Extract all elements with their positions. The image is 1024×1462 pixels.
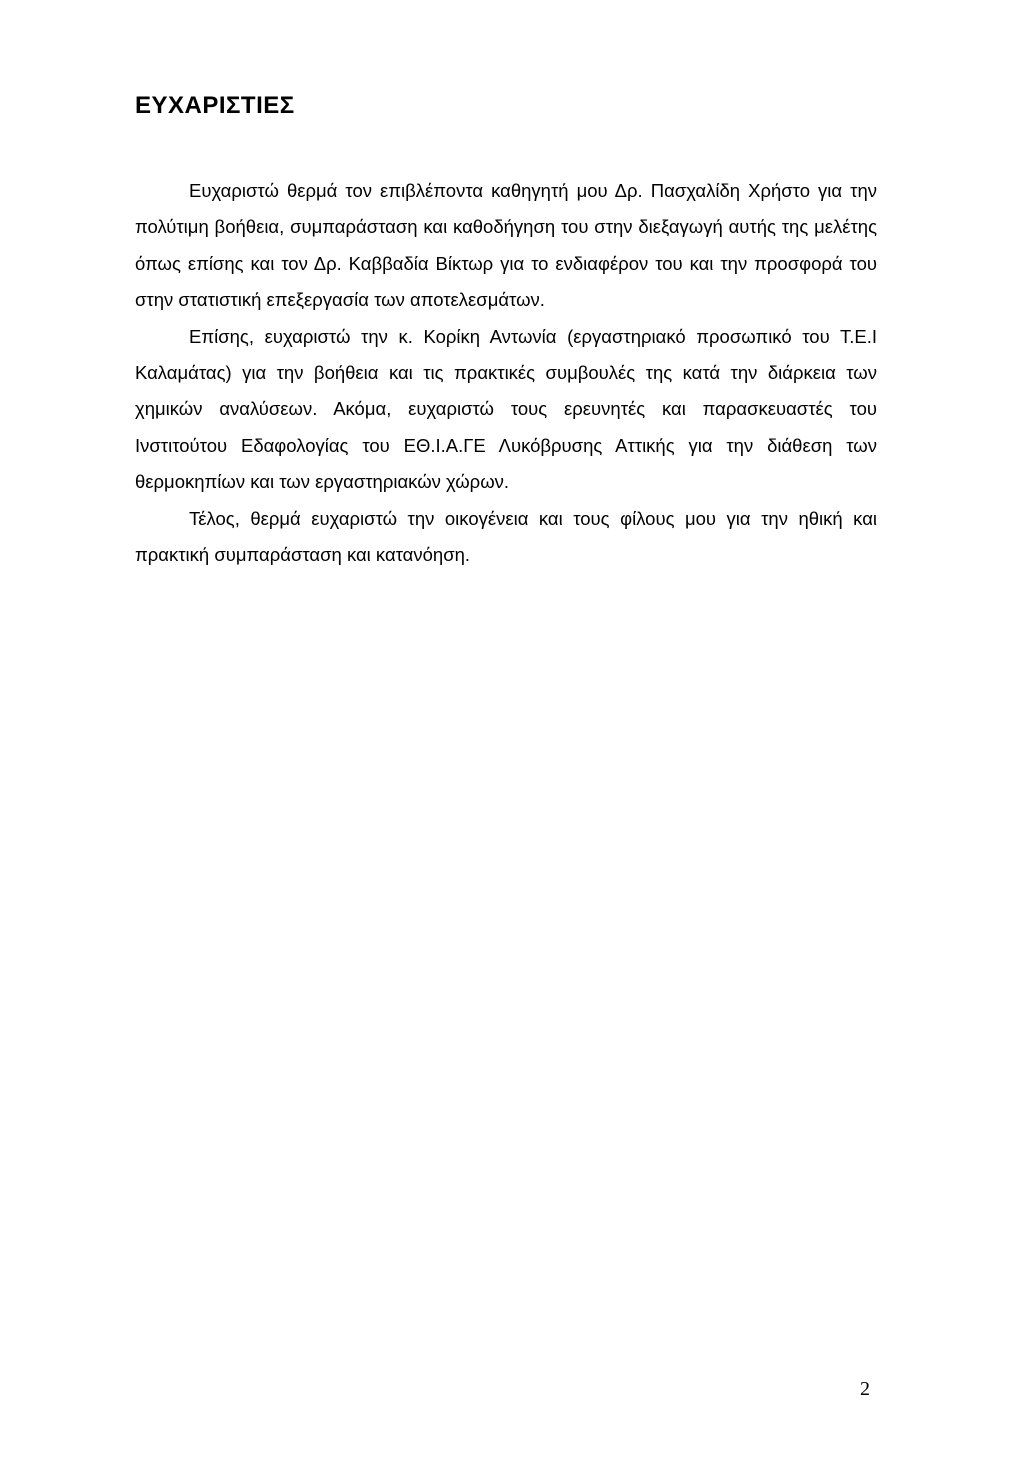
page-number: 2 [860,1378,870,1400]
paragraph-advisor-thanks: Ευχαριστώ θερμά τον επιβλέποντα καθηγητή μου Δρ. Πασχαλίδη Χρήστο για την πολύτιμη βοήθεια, συμπαράσταση και καθοδήγηση του στην διεξαγωγή αυτής της μελέτης όπως επίσης και τον Δρ. Καββαδία Βίκτωρ για το ενδιαφέρον του και την προσφορά του στην στατιστική επεξεργασία των αποτελεσμάτων. [135,180,877,311]
acknowledgements-body [135,173,877,573]
paragraph-lab-thanks: Επίσης, ευχαριστώ την κ. Κορίκη Αντωνία (εργαστηριακό προσωπικό του Τ.Ε.Ι Καλαμάτας) για την βοήθεια και τις πρακτικές συμβουλές της κατά την διάρκεια των χημικών αναλύσεων. Ακόμα, ευχαριστώ τους ερευνητές και παρασκευαστές του Ινστιτούτου Εδαφολογίας του ΕΘ.Ι.Α.ΓΕ Λυκόβρυσης Αττικής για την διάθεση των θερμοκηπίων και των εργαστηριακών χώρων. [135,325,877,493]
paragraph-family-thanks: Τέλος, θερμά ευχαριστώ την οικογένεια και τους φίλους μου για την ηθική και πρακτική συμπαράσταση και κατανόηση. [135,507,877,566]
page-title: ΕΥΧΑΡΙΣΤΙΕΣ [135,92,295,119]
